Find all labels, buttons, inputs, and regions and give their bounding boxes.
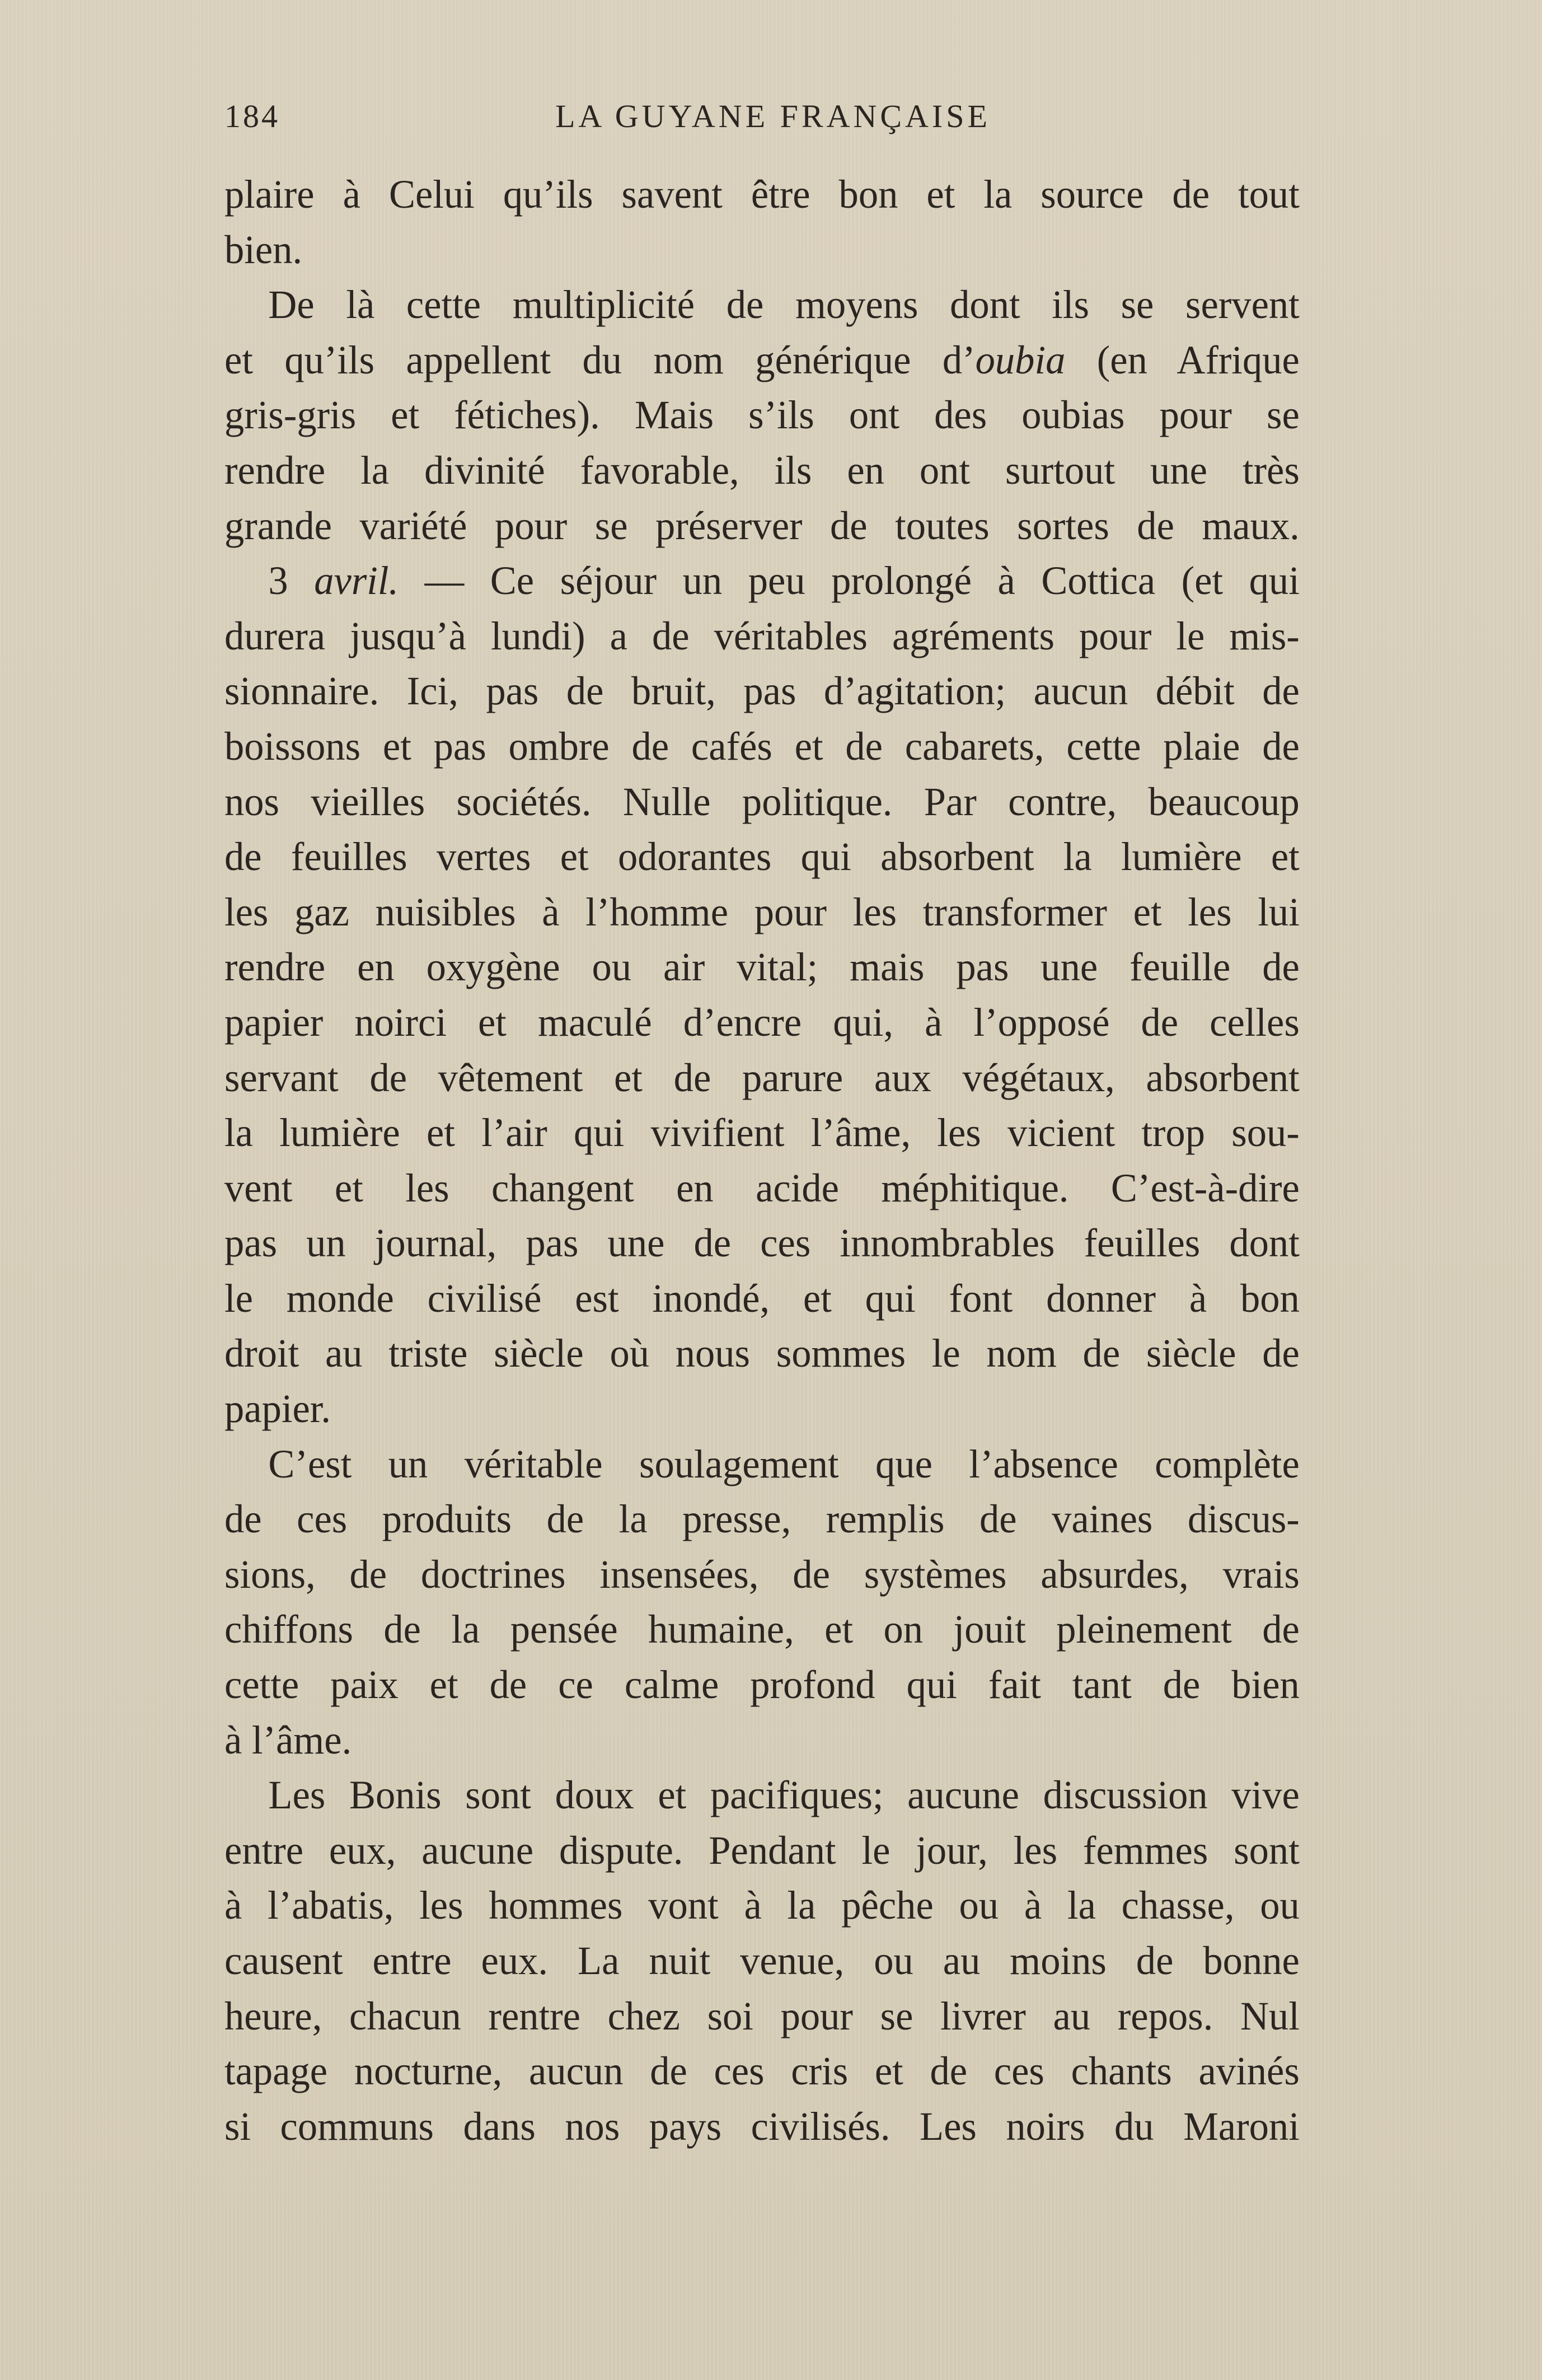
text-line: grande variété pour se préserver de toutes sortes de maux. bbox=[224, 503, 1300, 548]
text-line: rendre la divinité favorable, ils en ont surtout une très bbox=[224, 447, 1300, 493]
text-line: nos vieilles sociétés. Nulle politique. Par contre, beaucoup bbox=[224, 779, 1300, 824]
text-line: tapage nocturne, aucun de ces cris et de ces chants avinés bbox=[224, 2049, 1300, 2094]
text-line: bien. bbox=[224, 227, 303, 272]
text-line: à l’abatis, les hommes vont à la pêche ou à la chasse, ou bbox=[224, 1883, 1300, 1928]
text-line: plaire à Celui qu’ils savent être bon et la source de tout bbox=[224, 172, 1300, 217]
text-line: de feuilles vertes et odorantes qui absorbent la lumière et bbox=[224, 834, 1300, 880]
text-line: gris-gris et fétiches). Mais s’ils ont des oubias pour se bbox=[224, 392, 1300, 438]
text-line: les gaz nuisibles à l’homme pour les transformer et les lui bbox=[224, 889, 1300, 934]
paragraph-start-line: 3 avril. — Ce séjour un peu prolongé à Cottica (et qui bbox=[268, 558, 1300, 604]
text-line: la lumière et l’air qui vivifient l’âme, les vicient trop sou- bbox=[224, 1110, 1300, 1156]
text-line: servant de vêtement et de parure aux végétaux, absorbent bbox=[224, 1055, 1300, 1100]
text-line: rendre en oxygène ou air vital; mais pas une feuille de bbox=[224, 944, 1300, 990]
running-title: LA GUYANE FRANÇAISE bbox=[555, 98, 991, 134]
italic-term: oubia bbox=[975, 337, 1066, 382]
text-line: vent et les changent en acide méphitique. C’est-à-dire bbox=[224, 1165, 1300, 1210]
text-line: cette paix et de ce calme profond qui fait tant de bien bbox=[224, 1662, 1300, 1708]
text-line: papier noirci et maculé d’encre qui, à l’opposé de celles bbox=[224, 999, 1300, 1045]
running-head bbox=[224, 94, 1321, 139]
text-line: sions, de doctrines insensées, de systèmes absurdes, vrais bbox=[224, 1551, 1300, 1597]
paragraph-start-line: De là cette multiplicité de moyens dont ils se servent bbox=[268, 282, 1300, 328]
text-line: causent entre eux. La nuit venue, ou au moins de bonne bbox=[224, 1938, 1300, 1983]
text-line: le monde civilisé est inondé, et qui font donner à bon bbox=[224, 1275, 1300, 1321]
italic-date: avril. bbox=[314, 558, 399, 604]
page-number: 184 bbox=[224, 98, 280, 134]
text-line: à l’âme. bbox=[224, 1717, 352, 1762]
text-line: droit au triste siècle où nous sommes le nom de siècle de bbox=[224, 1331, 1300, 1376]
text-line: et qu’ils appellent du nom générique d’oubia (en Afrique bbox=[224, 337, 1300, 382]
text-line: boissons et pas ombre de cafés et de cabarets, cette plaie de bbox=[224, 723, 1300, 769]
text-line: si communs dans nos pays civilisés. Les noirs du Maroni bbox=[224, 2103, 1300, 2149]
text-line: de ces produits de la presse, remplis de vaines discus- bbox=[224, 1497, 1300, 1542]
text-line: durera jusqu’à lundi) a de véritables agréments pour le mis- bbox=[224, 613, 1300, 658]
text-line: entre eux, aucune dispute. Pendant le jour, les femmes sont bbox=[224, 1827, 1300, 1873]
body-text bbox=[224, 167, 1300, 2154]
text-line: sionnaire. Ici, pas de bruit, pas d’agitation; aucun débit de bbox=[224, 668, 1300, 714]
text-line: chiffons de la pensée humaine, et on jouit pleinement de bbox=[224, 1607, 1300, 1652]
text-line: heure, chacun rentre chez soi pour se livrer au repos. Nul bbox=[224, 1993, 1300, 2038]
text-line: papier. bbox=[224, 1386, 331, 1432]
paragraph-start-line: C’est un véritable soulagement que l’absence complète bbox=[268, 1441, 1300, 1486]
text-line: pas un journal, pas une de ces innombrables feuilles dont bbox=[224, 1221, 1300, 1266]
paragraph-start-line: Les Bonis sont doux et pacifiques; aucune discussion vive bbox=[268, 1773, 1300, 1818]
